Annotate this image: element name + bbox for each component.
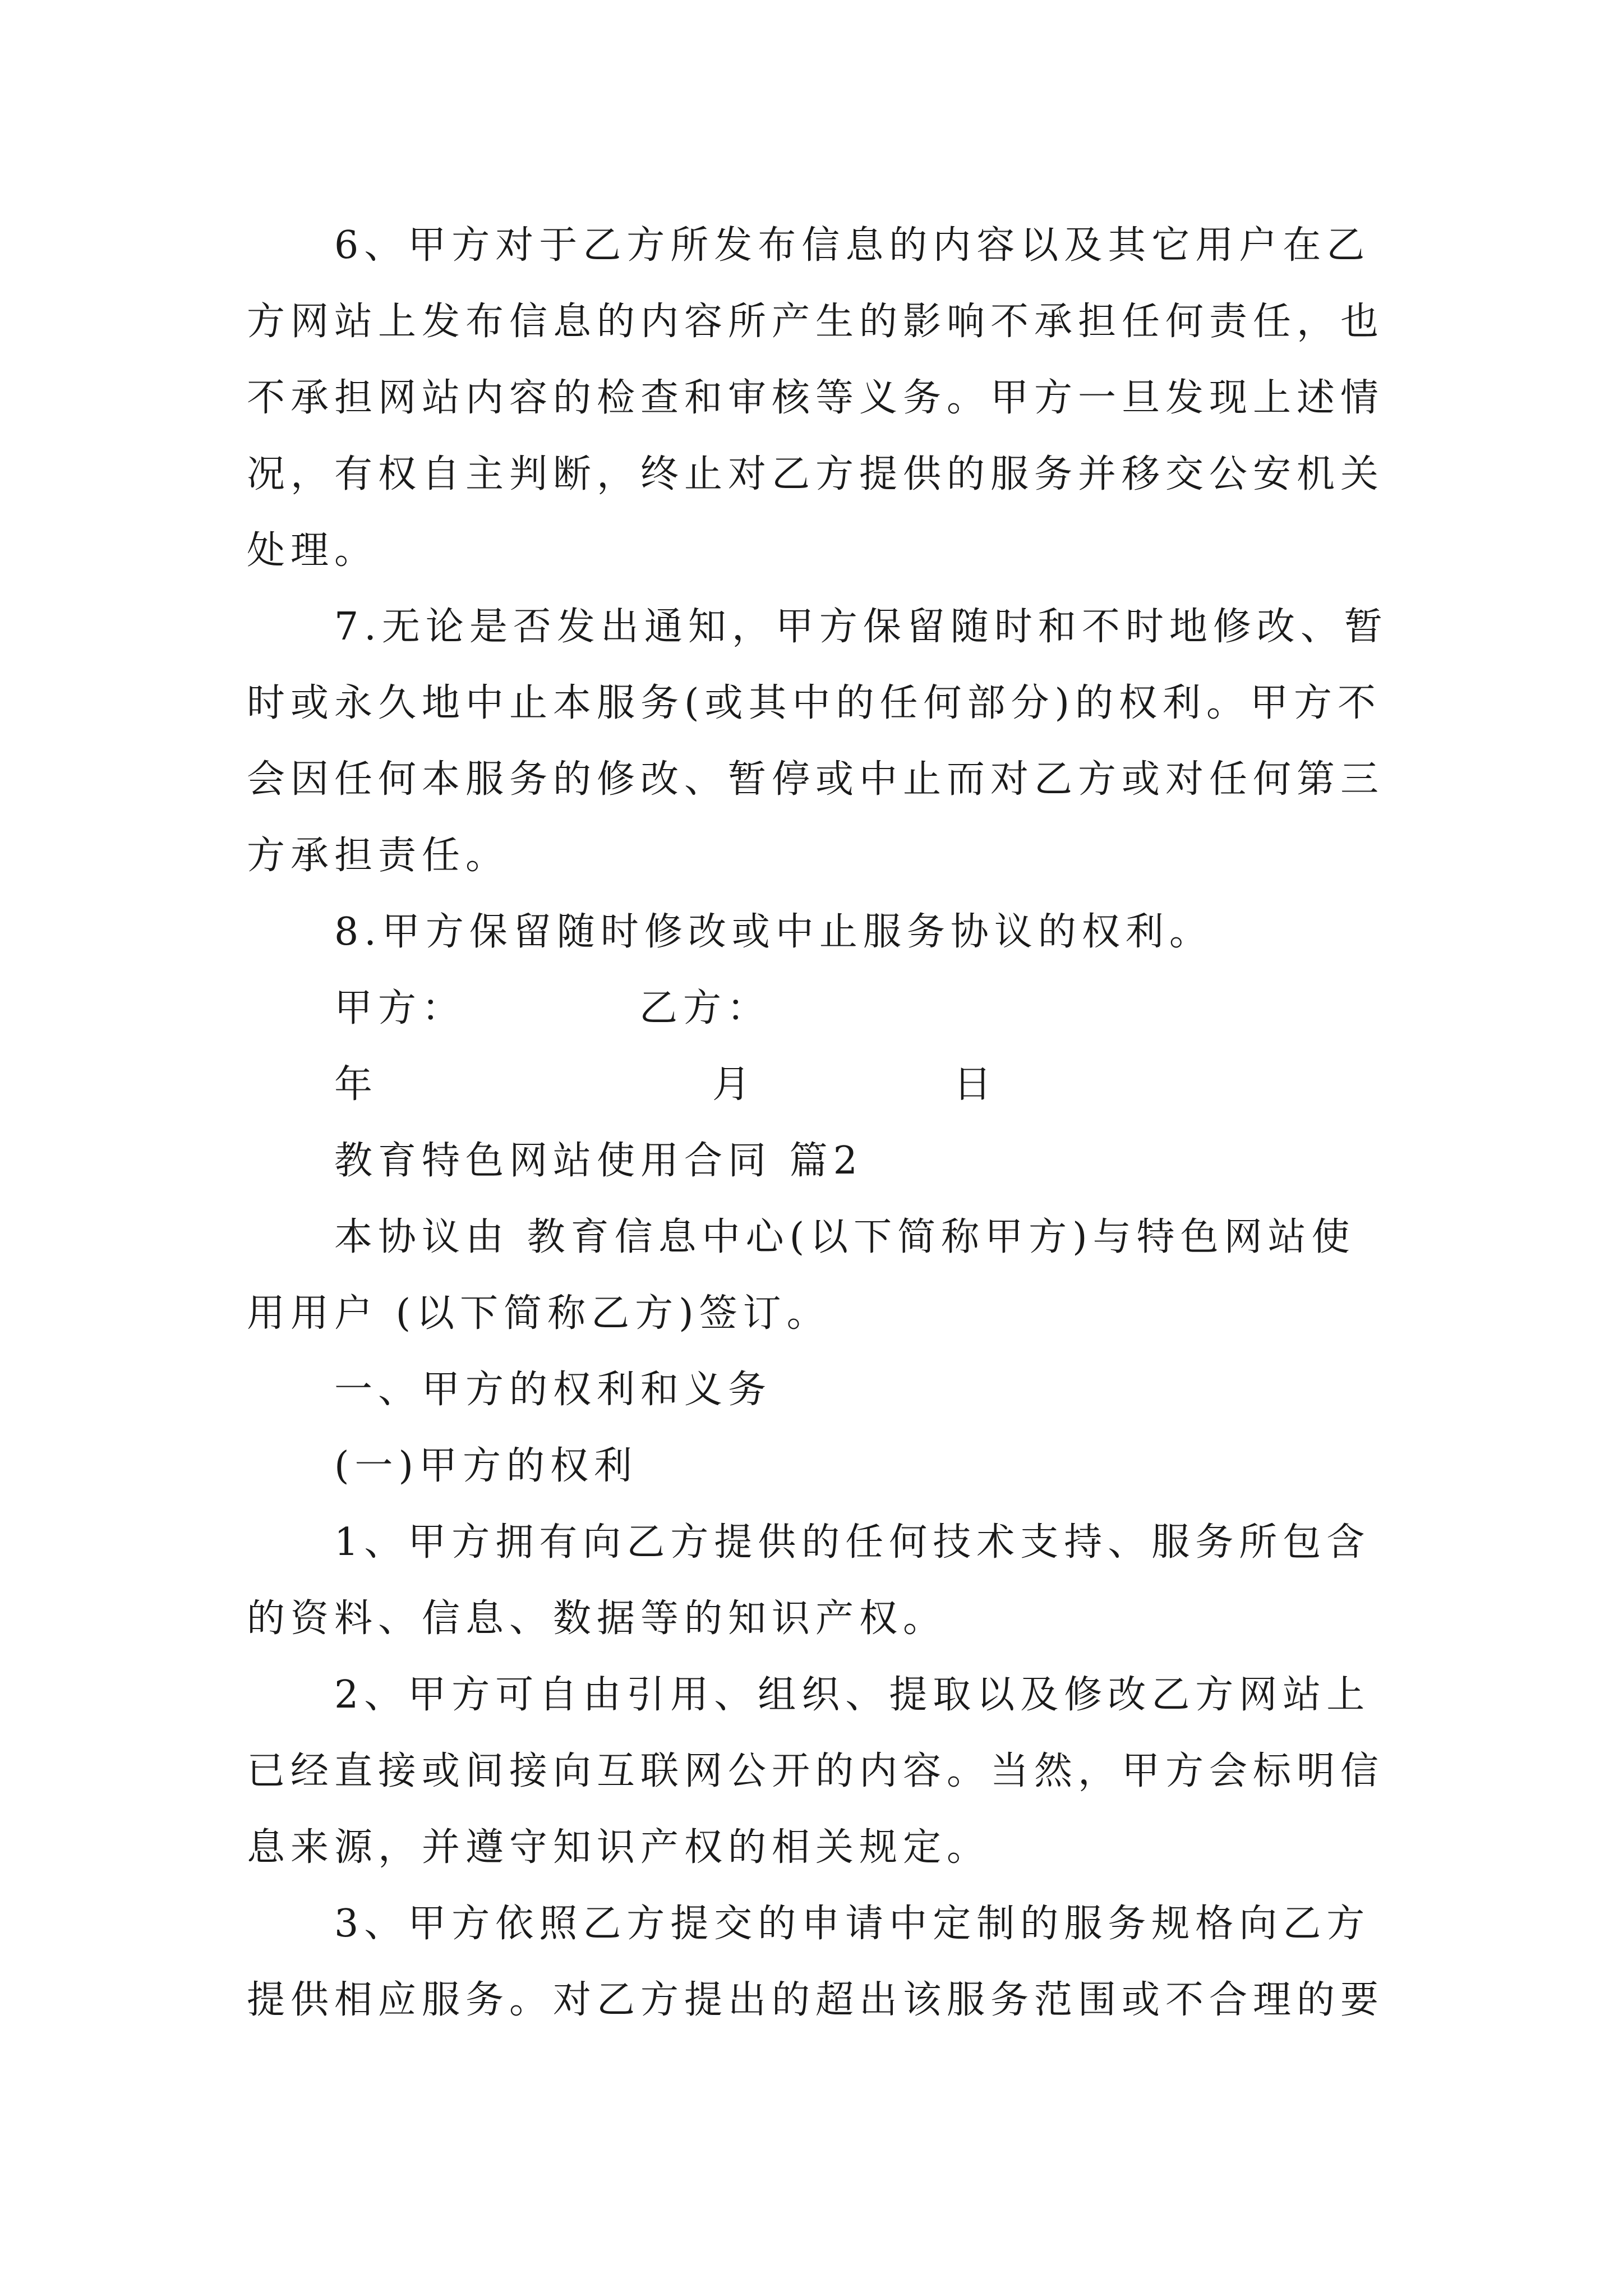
paragraph-line: 已经直接或间接向互联网公开的内容。当然，甲方会标明信 bbox=[247, 1749, 1385, 1793]
signature-parties-row bbox=[247, 970, 1385, 1047]
paragraph-line: 方网站上发布信息的内容所产生的影响不承担任何责任，也 bbox=[247, 300, 1385, 344]
party-b-label: 乙方： bbox=[639, 986, 771, 1030]
paragraph-line: 会因任何本服务的修改、暂停或中止而对乙方或对任何第三 bbox=[247, 757, 1385, 802]
paragraph-line: 提供相应服务。对乙方提出的超出该服务范围或不合理的要 bbox=[247, 1978, 1385, 2022]
paragraph-line: 本协议由 教育信息中心(以下简称甲方)与特色网站使 bbox=[334, 1215, 1355, 1259]
section-heading: 教育特色网站使用合同 篇2 bbox=[334, 1139, 863, 1183]
paragraph-line: 7.无论是否发出通知，甲方保留随时和不时地修改、暂 bbox=[334, 605, 1388, 649]
paragraph-line: 息来源，并遵守知识产权的相关规定。 bbox=[247, 1825, 991, 1870]
paragraph-line: 时或永久地中止本服务(或其中的任何部分)的权利。甲方不 bbox=[247, 681, 1382, 725]
document-page bbox=[247, 208, 1388, 2039]
date-month-label: 月 bbox=[712, 1062, 757, 1107]
paragraph-line: 6、甲方对于乙方所发布信息的内容以及其它用户在乙 bbox=[334, 223, 1371, 268]
paragraph-line: 用用户 (以下简称乙方)签订。 bbox=[247, 1291, 831, 1336]
paragraph-line: 方承担责任。 bbox=[247, 834, 510, 878]
paragraph-line: 况，有权自主判断，终止对乙方提供的服务并移交公安机关 bbox=[247, 452, 1385, 496]
paragraph-line: 一、甲方的权利和义务 bbox=[334, 1368, 772, 1412]
paragraph-line: (一)甲方的权利 bbox=[334, 1444, 638, 1488]
paragraph-line: 3、甲方依照乙方提交的申请中定制的服务规格向乙方 bbox=[334, 1902, 1371, 1946]
paragraph-line: 处理。 bbox=[247, 528, 379, 573]
paragraph-line: 不承担网站内容的检查和审核等义务。甲方一旦发现上述情 bbox=[247, 376, 1385, 420]
date-day-label: 日 bbox=[953, 1062, 998, 1107]
paragraph-line: 1、甲方拥有向乙方提供的任何技术支持、服务所包含 bbox=[334, 1520, 1371, 1565]
paragraph-line: 2、甲方可自由引用、组织、提取以及修改乙方网站上 bbox=[334, 1673, 1371, 1717]
paragraph-line: 的资料、信息、数据等的知识产权。 bbox=[247, 1596, 947, 1641]
signature-date-row bbox=[247, 1047, 1385, 1123]
party-a-label: 甲方： bbox=[334, 986, 466, 1030]
date-year-label: 年 bbox=[334, 1062, 379, 1107]
paragraph-line: 8.甲方保留随时修改或中止服务协议的权利。 bbox=[334, 910, 1213, 954]
